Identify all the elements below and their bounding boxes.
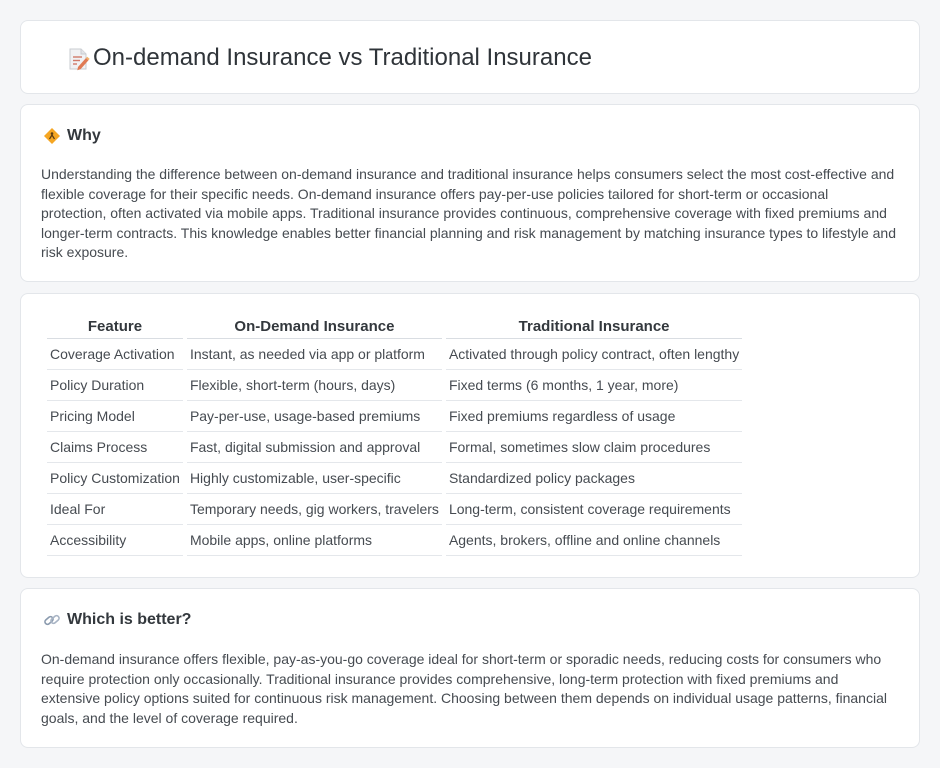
table-header-row [47,316,742,339]
why-section [20,104,920,282]
page-title: On-demand Insurance vs Traditional Insurance [93,44,592,71]
which-better-section [20,588,920,748]
header-card [20,20,920,94]
why-heading [43,127,101,145]
why-title: Why [67,127,101,144]
table-cell: Activated through policy contract, often lengthy [446,339,742,370]
better-heading [43,611,191,629]
table-cell: Long-term, consistent coverage requirements [446,494,742,525]
better-paragraph: On-demand insurance offers flexible, pay-as-you-go coverage ideal for short-term or sporadic needs, reducing costs for consumers who require protection only occasionally. Traditional insurance provides comprehensive, long-term protection with fixed premiums and extensive policy options suited for continuous risk management. Choosing between them depends on individual usage patterns, financial goals, and the level of coverage required. [41,651,887,726]
table-cell: Temporary needs, gig workers, travelers [187,494,442,525]
table-cell: Ideal For [47,494,183,525]
better-title: Which is better? [67,611,192,628]
header-on-demand: On-Demand Insurance [187,316,442,339]
table-cell: Pay-per-use, usage-based premiums [187,401,442,432]
table-cell: Mobile apps, online platforms [187,525,442,556]
table-cell: Accessibility [47,525,183,556]
table-cell: Policy Duration [47,370,183,401]
diamond-sign-icon [43,127,61,145]
table-row [47,525,742,556]
table-cell: Flexible, short-term (hours, days) [187,370,442,401]
table-cell: Fast, digital submission and approval [187,432,442,463]
table-cell: Policy Customization [47,463,183,494]
document-pencil-icon [65,46,91,72]
table-cell: Coverage Activation [47,339,183,370]
table-cell: Fixed terms (6 months, 1 year, more) [446,370,742,401]
table-cell: Formal, sometimes slow claim procedures [446,432,742,463]
table-row [47,370,742,401]
table-row [47,463,742,494]
comparison-section [20,293,920,578]
why-paragraph: Understanding the difference between on-demand insurance and traditional insurance helps consumers select the most cost-effective and flexible coverage for their specific needs. On-demand insurance offers pay-per-use policies tailored for short-term or occasional protection, often activated via mobile apps. Traditional insurance provides continuous, comprehensive coverage with fixed premiums and longer-term contracts. This knowledge enables better financial planning and risk management by matching insurance types to lifestyle and risk exposure. [41,166,896,260]
header-traditional: Traditional Insurance [446,316,742,339]
table-row [47,432,742,463]
table-cell: Pricing Model [47,401,183,432]
table-cell: Standardized policy packages [446,463,742,494]
table-cell: Highly customizable, user-specific [187,463,442,494]
table-cell: Claims Process [47,432,183,463]
link-icon [43,611,61,629]
table-cell: Agents, brokers, offline and online channels [446,525,742,556]
table-cell: Instant, as needed via app or platform [187,339,442,370]
table-row [47,401,742,432]
table-cell: Fixed premiums regardless of usage [446,401,742,432]
header-feature: Feature [47,316,183,339]
table-row [47,339,742,370]
table-row [47,494,742,525]
comparison-table [43,316,746,556]
